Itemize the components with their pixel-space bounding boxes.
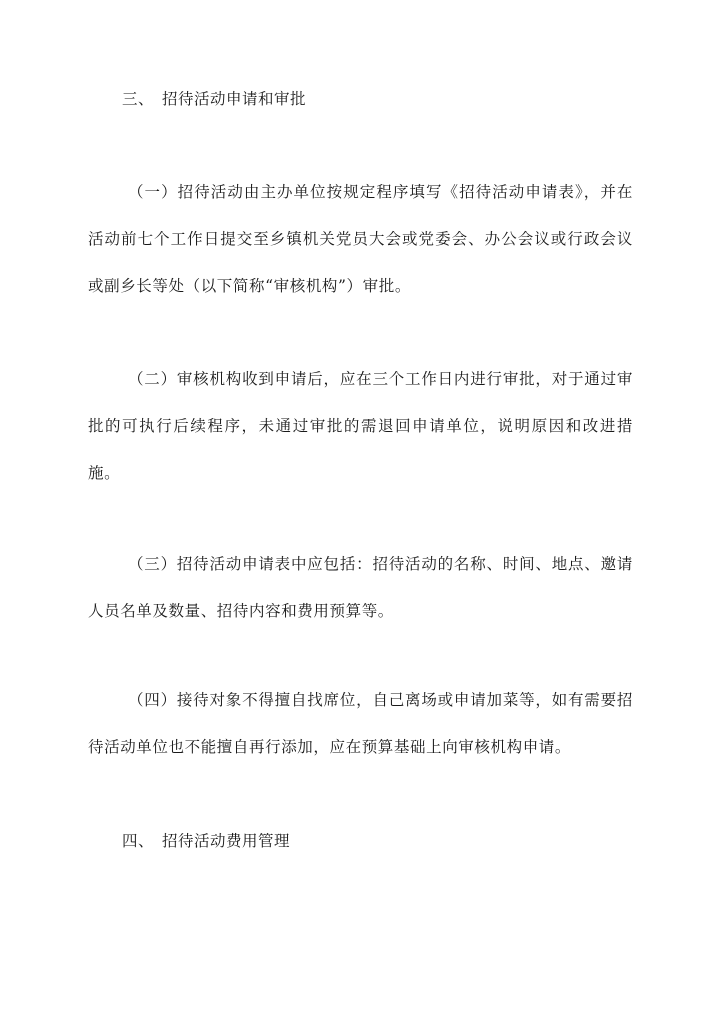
section-heading-3 bbox=[122, 89, 306, 109]
section-number: 四、 bbox=[122, 832, 155, 850]
paragraph-2: （二）审核机构收到申请后，应在三个工作日内进行审批，对于通过审批的可执行后续程序，未通过审批的需退回申请单位，说明原因和改进措施。 bbox=[88, 370, 633, 482]
paragraph-4: （四）接待对象不得擅自找席位，自己离场或申请加菜等，如有需要招待活动单位也不能擅自再行添加，应在预算基础上向审核机构申请。 bbox=[88, 691, 633, 756]
section-heading-4 bbox=[122, 831, 290, 851]
section-number: 三、 bbox=[122, 90, 155, 108]
paragraph-1: （一）招待活动由主办单位按规定程序填写《招待活动申请表》，并在活动前七个工作日提交至乡镇机关党员大会或党委会、办公会议或行政会议或副乡长等处（以下简称“审核机构”）审批。 bbox=[88, 183, 633, 295]
section-title: 招待活动申请和审批 bbox=[162, 90, 307, 108]
section-title: 招待活动费用管理 bbox=[162, 832, 291, 850]
paragraph-3: （三）招待活动申请表中应包括：招待活动的名称、时间、地点、邀请人员名单及数量、招待内容和费用预算等。 bbox=[88, 555, 633, 620]
